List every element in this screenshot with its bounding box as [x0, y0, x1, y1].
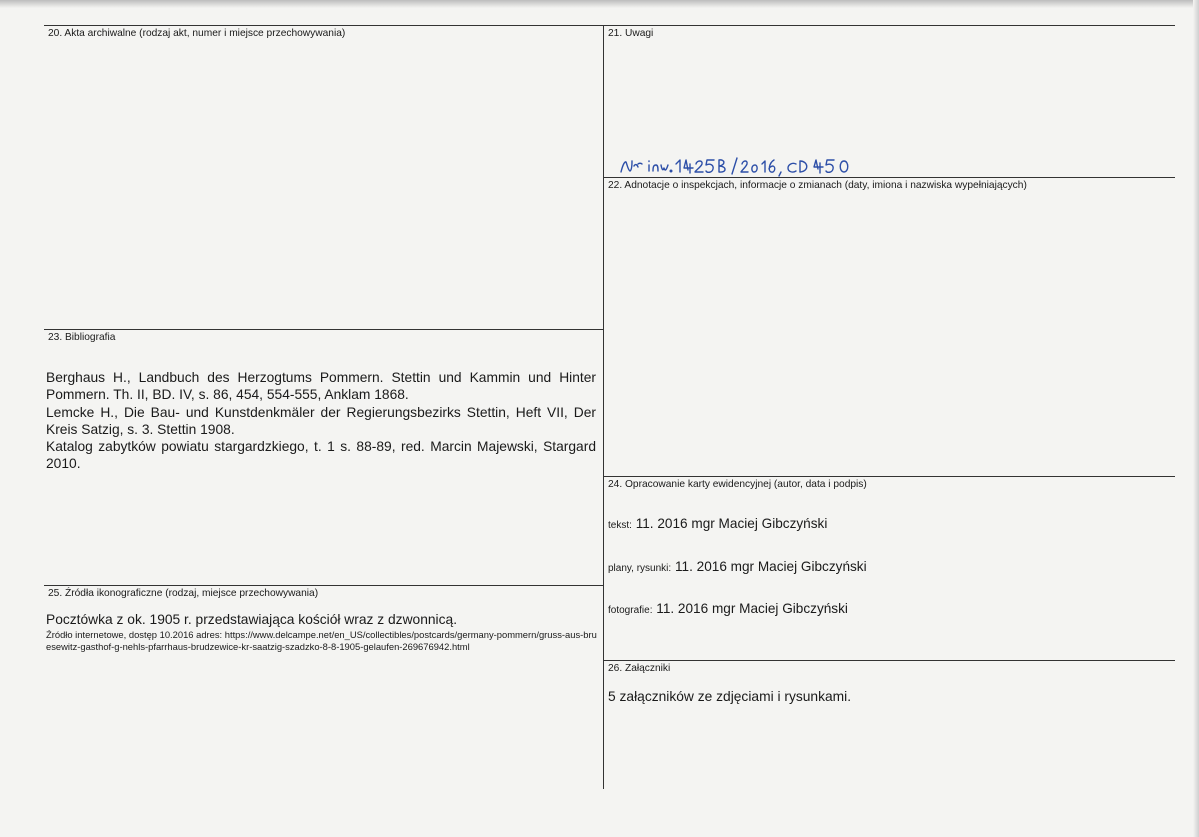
- rule-opracowanie: [604, 476, 1175, 477]
- attachments-text: 5 załączników ze zdjęciami i rysunkami.: [608, 689, 852, 704]
- scan-edge-top: [0, 0, 1199, 8]
- section-label-akta: 20. Akta archiwalne (rodzaj akt, numer i miejsce przechowywania): [48, 28, 346, 39]
- bibliography-entry: Katalog zabytków powiatu stargardzkiego, t. 1 s. 88-89, red. Marcin Majewski, Stargard 2010.: [46, 439, 596, 472]
- author-row-prefix: fotografie:: [608, 605, 653, 616]
- section-label-zrodla: 25. Źródła ikonograficzne (rodzaj, miejsce przechowywania): [48, 588, 319, 599]
- author-row-prefix: tekst:: [608, 520, 632, 531]
- handwritten-inventory-number: [618, 150, 928, 184]
- section-label-adnotacje: 22. Adnotacje o inspekcjach, informacje o zmianach (daty, imiona i nazwiska wypełniających): [608, 180, 1027, 191]
- section-label-zalaczniki: 26. Załączniki: [608, 663, 671, 674]
- bibliography-entry: Berghaus H., Landbuch des Herzogtums Pommern. Stettin und Kammin und Hinter Pommern. Th. II, BD. IV, s. 86, 454, 554-555, Anklam 1868.: [46, 370, 596, 403]
- author-row-drawings: [608, 559, 867, 574]
- author-row-photos: [608, 601, 848, 616]
- section-label-opracowanie: 24. Opracowanie karty ewidencyjnej (autor, data i podpis): [608, 479, 867, 490]
- iconographic-source-note: Źródło internetowe, dostęp 10.2016 adres: https://www.delcampe.net/en_US/collectibles/postcards/germany-pommern/gruss-aus-bruesewitz-gasthof-g-nehls-pfarrhaus-brudzewice-kr-saatzig-szadzko-8-8-1905-gelaufen-269676942.html: [46, 629, 597, 652]
- bibliography-entry: Lemcke H., Die Bau- und Kunstdenkmäler der Regierungsbezirks Stettin, Heft VII, Der Kreis Satzig, s. 3. Stettin 1908.: [46, 404, 596, 437]
- scan-edge-right: [1193, 0, 1199, 837]
- rule-bibliografia: [44, 329, 604, 330]
- author-row-value: 11. 2016 mgr Maciej Gibczyński: [656, 601, 848, 616]
- author-row-value: 11. 2016 mgr Maciej Gibczyński: [674, 559, 867, 574]
- bibliography-list: [46, 369, 596, 473]
- author-row-text: [608, 516, 827, 531]
- rule-zalaczniki: [604, 660, 1175, 661]
- rule-zrodla: [44, 585, 604, 586]
- section-label-bibliografia: 23. Bibliografia: [48, 332, 116, 343]
- iconographic-source-main: Pocztówka z ok. 1905 r. przedstawiająca kościół wraz z dzwonnicą.: [46, 612, 458, 627]
- top-rule: [44, 25, 1175, 26]
- author-row-prefix: plany, rysunki:: [608, 563, 672, 574]
- center-divider: [603, 25, 604, 789]
- author-row-value: 11. 2016 mgr Maciej Gibczyński: [635, 516, 828, 531]
- section-label-uwagi: 21. Uwagi: [608, 28, 654, 39]
